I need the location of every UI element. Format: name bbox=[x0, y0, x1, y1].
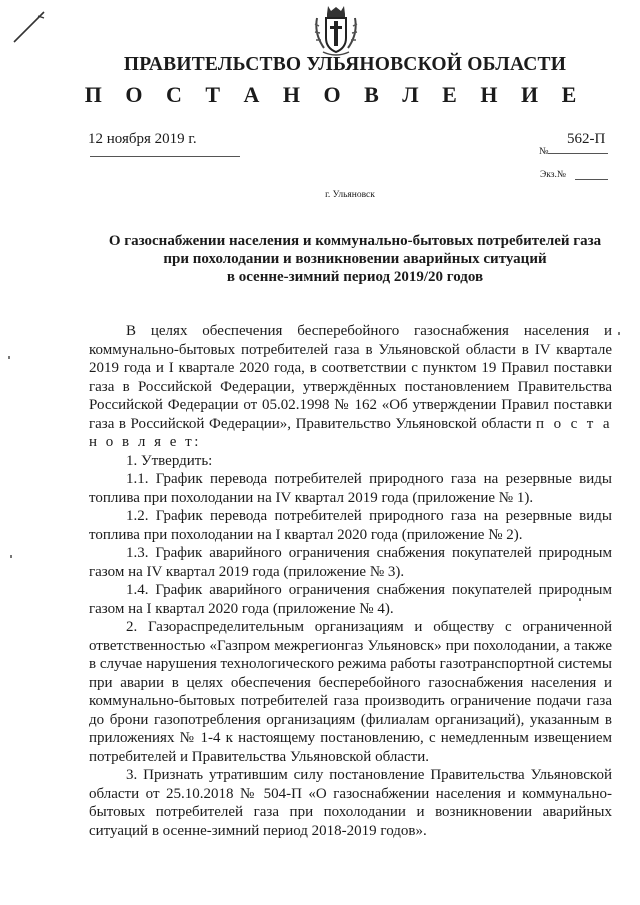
paragraph-1-2: 1.2. График перевода потребителей природного газа на резервные виды топлива при похолодании на I квартал 2020 года (приложение № 2). bbox=[89, 508, 612, 543]
resolves-word: п о с т а н о в л я е т: bbox=[89, 415, 612, 450]
document-date: 12 ноября 2019 г. bbox=[88, 131, 197, 147]
government-title: ПРАВИТЕЛЬСТВО УЛЬЯНОВСКОЙ ОБЛАСТИ bbox=[123, 54, 567, 75]
scan-speck bbox=[618, 332, 620, 335]
scan-speck bbox=[10, 555, 12, 558]
scan-speck bbox=[579, 598, 581, 601]
document-type: П О С Т А Н О В Л Е Н И Е bbox=[84, 82, 586, 107]
number-prefix: № bbox=[539, 146, 549, 157]
subject-line-2: при похолодании и возникновении аварийных ситуаций bbox=[163, 251, 547, 267]
copy-number-underline bbox=[575, 179, 608, 180]
paragraph-1: 1. Утвердить: bbox=[126, 452, 213, 469]
subject-line-1: О газоснабжении населения и коммунально-бытовых потребителей газа bbox=[108, 233, 602, 249]
copy-number-label: Экз.№ bbox=[540, 170, 566, 180]
city: г. Ульяновск bbox=[325, 190, 375, 200]
paragraph-1-1: 1.1. График перевода потребителей природного газа на резервные виды топлива при похолодании на IV квартал 2019 года (приложение № 1). bbox=[89, 471, 612, 506]
subject-line-3: в осенне-зимний период 2019/20 годов bbox=[226, 269, 484, 285]
document-number: 562-П bbox=[567, 131, 606, 147]
document-subject bbox=[70, 232, 640, 286]
paragraph-1-3: 1.3. График аварийного ограничения снабжения покупателей природным газом на IV квартал 2019 года (приложение № 3). bbox=[89, 545, 612, 580]
document-body bbox=[89, 322, 612, 840]
paragraph-2: 2. Газораспределительным организациям и обществу с ограниченной ответственностью «Газпром межрегионгаз Ульяновск» при похолодании, а также в случае нарушения технологического режима работы газотранспортной системы при аварии в целях обеспечения бесперебойного газоснабжения населения и коммунально-бытовых потребителей газа производить ограничение подачи газа до брони газопотребления организациям (филиалам организаций), указанным в приложениях № 1-4 к настоящему постановлению, с немедленным извещением потребителей и Правительства Ульяновской области. bbox=[89, 619, 612, 765]
intro-paragraph bbox=[89, 322, 612, 452]
intro-text: В целях обеспечения бесперебойного газоснабжения населения и коммунально-бытовых потребителей газа в Ульяновской области в IV квартале 2019 года и I квартале 2020 года, в соответствии с пунктом 19 Правил поставки газа в Российской Федерации, утверждённых постановлением Правительства Российской Федерации от 05.02.1998 № 162 «Об утверждении Правил поставки газа в Российской Федерации», Правительство Ульяновской области bbox=[89, 323, 612, 432]
scan-speck bbox=[8, 356, 10, 359]
number-underline bbox=[548, 153, 608, 154]
coat-of-arms-icon bbox=[313, 4, 359, 58]
paragraph-1-4: 1.4. График аварийного ограничения снабжения покупателей природным газом на I квартал 2020 года (приложение № 4). bbox=[89, 582, 612, 617]
paragraph-3: 3. Признать утратившим силу постановление Правительства Ульяновской области от 25.10.2018 № 504-П «О газоснабжении населения и коммунально-бытовых потребителей газа при похолодании и возникновении аварийных ситуаций в осенне-зимний период 2018-2019 годов». bbox=[89, 767, 612, 839]
date-underline bbox=[90, 156, 240, 157]
handwritten-stroke-mark bbox=[8, 6, 48, 46]
